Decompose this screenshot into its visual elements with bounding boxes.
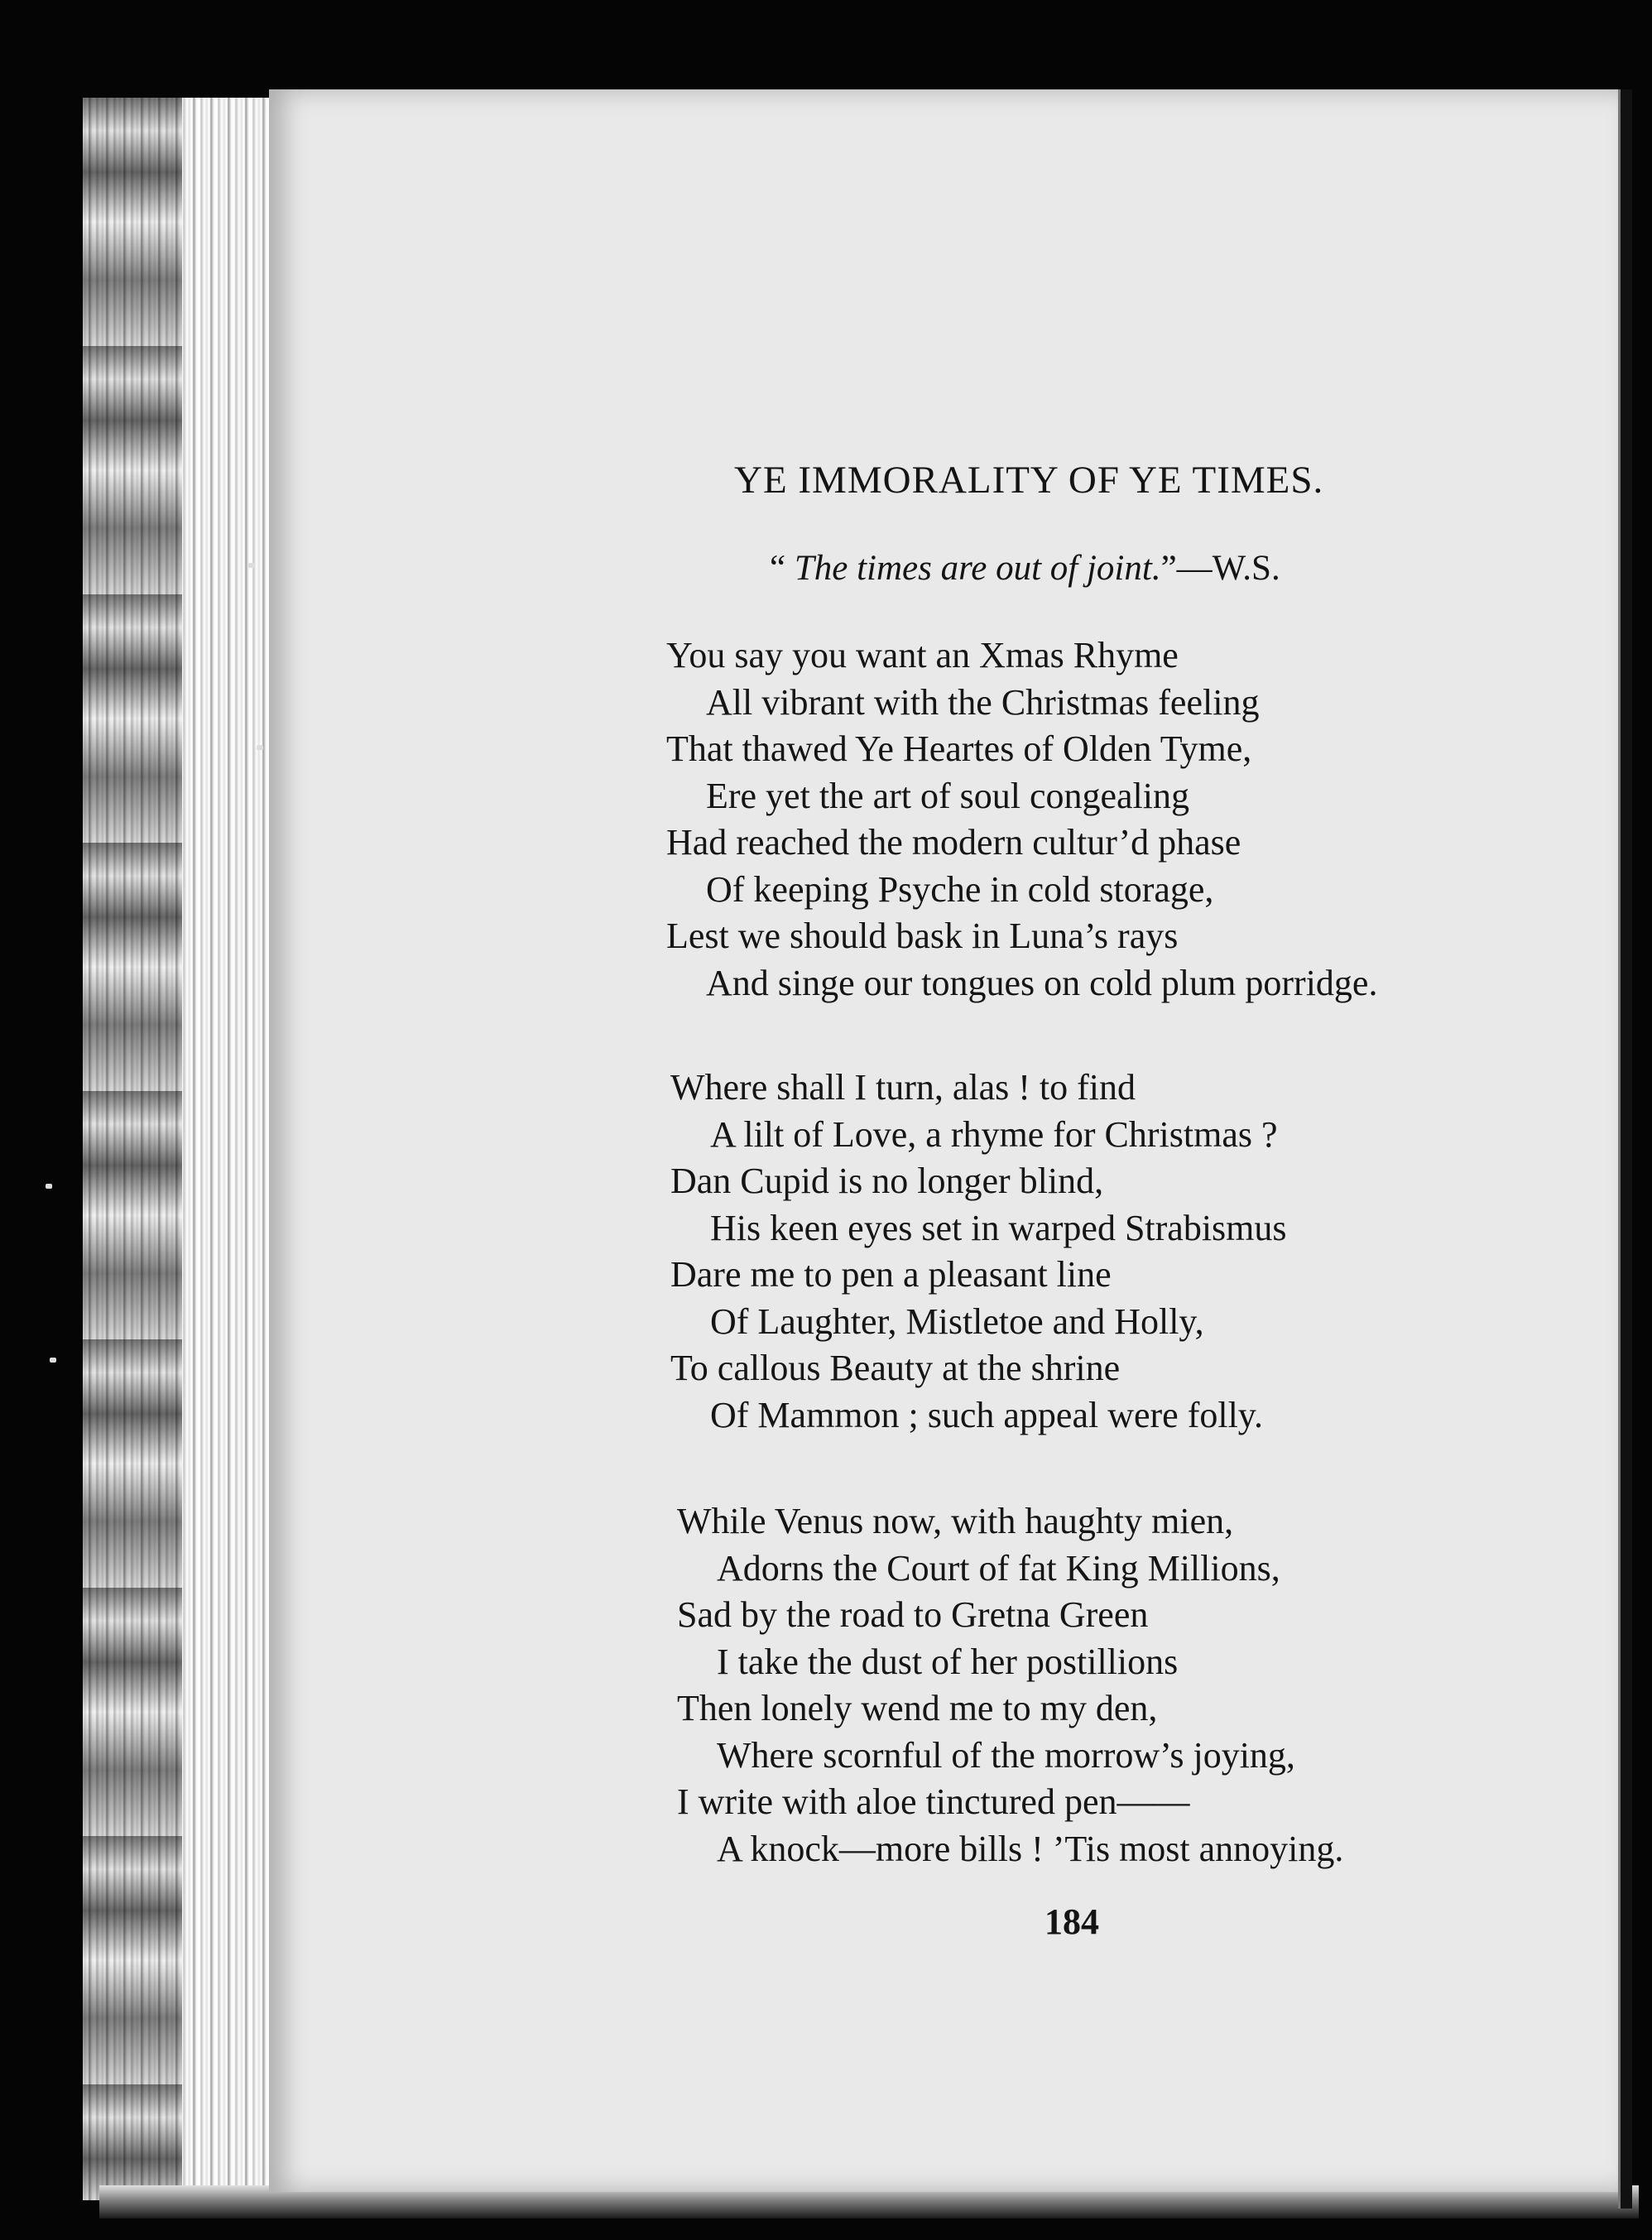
- poem-line: Of keeping Psyche in cold storage,: [706, 868, 1214, 910]
- poem-line: Of Mammon ; such appeal were folly.: [710, 1394, 1263, 1435]
- poem-line: His keen eyes set in warped Strabismus: [710, 1207, 1287, 1248]
- poem-line: Adorns the Court of fat King Millions,: [717, 1547, 1280, 1589]
- epigraph: [770, 545, 1280, 593]
- binding-edge-right: [1618, 89, 1632, 2209]
- stanza-1: [666, 632, 1377, 1007]
- poem-line: To callous Beauty at the shrine: [670, 1348, 1121, 1388]
- scan-speck: [46, 1184, 52, 1189]
- page-edges-shadow: [83, 98, 182, 2200]
- poem-title: YE IMMORALITY OF YE TIMES.: [734, 459, 1324, 502]
- stanza-2: [670, 1065, 1287, 1439]
- poem-line: Of Laughter, Mistletoe and Holly,: [710, 1300, 1204, 1342]
- poem-line: A lilt of Love, a rhyme for Christmas ?: [710, 1113, 1278, 1155]
- scan-speck: [50, 1358, 56, 1363]
- epigraph-open-quote: “: [770, 549, 786, 588]
- scan-speck: [248, 563, 255, 568]
- poem-line: All vibrant with the Christmas feeling: [706, 681, 1260, 723]
- poem-line: Dan Cupid is no longer blind,: [670, 1161, 1104, 1201]
- poem-line: While Venus now, with haughty mien,: [677, 1501, 1234, 1541]
- page-number: 184: [1045, 1901, 1099, 1942]
- poem-line: Then lonely wend me to my den,: [677, 1688, 1158, 1728]
- poem-line: Where scornful of the morrow’s joying,: [717, 1734, 1295, 1776]
- scan-speck: [257, 745, 263, 750]
- epigraph-quote: The times are out of joint.: [794, 549, 1161, 588]
- poem-line: And singe our tongues on cold plum porridge.: [706, 962, 1378, 1003]
- epigraph-attribution: ”—W.S.: [1160, 549, 1280, 588]
- stanza-3: [677, 1498, 1343, 1872]
- poem-line: Where shall I turn, alas ! to find: [670, 1067, 1136, 1108]
- poem-line: A knock—more bills ! ’Tis most annoying.: [717, 1828, 1344, 1869]
- poem-line: Had reached the modern cultur’d phase: [666, 822, 1241, 863]
- poem-line: Lest we should bask in Luna’s rays: [666, 916, 1179, 956]
- poem-line: I take the dust of her postillions: [717, 1641, 1179, 1682]
- poem-line: Ere yet the art of soul congealing: [706, 775, 1190, 816]
- poem-line: That thawed Ye Heartes of Olden Tyme,: [666, 728, 1252, 769]
- poem-line: I write with aloe tinctured pen——: [677, 1781, 1190, 1822]
- poem-line: Dare me to pen a pleasant line: [670, 1254, 1112, 1295]
- poem-line: You say you want an Xmas Rhyme: [666, 635, 1179, 675]
- poem-line: Sad by the road to Gretna Green: [677, 1594, 1149, 1635]
